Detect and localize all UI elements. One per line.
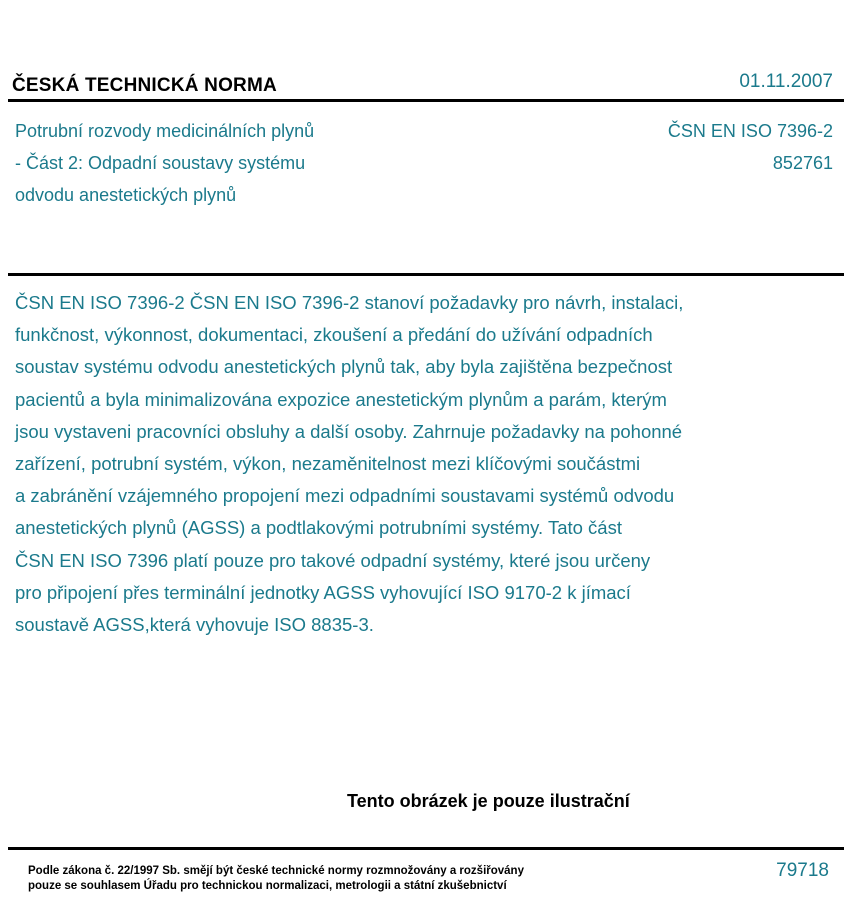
title-line: Potrubní rozvody medicinálních plynů xyxy=(15,121,315,141)
abstract-line: pro připojení přes terminální jednotky AGSS vyhovující ISO 9170-2 k jímací xyxy=(15,581,631,603)
illustration-note: Tento obrázek je pouze ilustrační xyxy=(347,791,630,811)
publication-date: 01.11.2007 xyxy=(739,71,833,92)
abstract-line: a zabránění vzájemného propojení mezi odpadními soustavami systémů odvodu xyxy=(15,485,675,507)
standard-designation: ČSN EN ISO 7396-2 xyxy=(667,121,833,141)
header-divider xyxy=(8,99,844,102)
class-code: 852761 xyxy=(772,153,833,173)
legal-line: Podle zákona č. 22/1997 Sb. smějí být české technické normy rozmnožovány a rozšiřovány xyxy=(28,865,524,877)
legal-notice xyxy=(28,864,524,894)
standard-codes xyxy=(668,115,833,179)
abstract-line: zařízení, potrubní systém, výkon, nezaměnitelnost mezi klíčovými součástmi xyxy=(15,453,641,475)
abstract xyxy=(15,287,805,641)
abstract-line: ČSN EN ISO 7396 platí pouze pro takové odpadní systémy, které jsou určeny xyxy=(15,549,651,571)
standard-title xyxy=(15,115,415,211)
abstract-line: anestetických plynů (AGSS) a podtlakovými potrubními systémy. Tato část xyxy=(15,517,622,539)
legal-line: pouze se souhlasem Úřadu pro technickou normalizaci, metrologii a státní zkušebnictví xyxy=(28,880,507,892)
product-id: 79718 xyxy=(776,860,829,881)
footer-divider xyxy=(8,847,844,850)
abstract-line: pacientů a byla minimalizována expozice anestetickým plynům a parám, kterým xyxy=(15,388,667,410)
abstract-line: ČSN EN ISO 7396-2 ČSN EN ISO 7396-2 stanoví požadavky pro návrh, instalaci, xyxy=(15,292,684,313)
title-line: odvodu anestetických plynů xyxy=(15,185,237,205)
abstract-line: jsou vystaveni pracovníci obsluhy a další osoby. Zahrnuje požadavky na pohonné xyxy=(15,420,683,442)
abstract-line: soustavě AGSS,která vyhovuje ISO 8835-3. xyxy=(15,614,374,636)
abstract-line: soustav systému odvodu anestetických plynů tak, aby byla zajištěna bezpečnost xyxy=(15,356,673,378)
document-heading: ČESKÁ TECHNICKÁ NORMA xyxy=(12,75,277,96)
title-line: - Část 2: Odpadní soustavy systému xyxy=(15,153,306,173)
abstract-line: funkčnost, výkonnost, dokumentaci, zkoušení a předání do užívání odpadních xyxy=(15,324,653,346)
title-divider xyxy=(8,273,844,276)
